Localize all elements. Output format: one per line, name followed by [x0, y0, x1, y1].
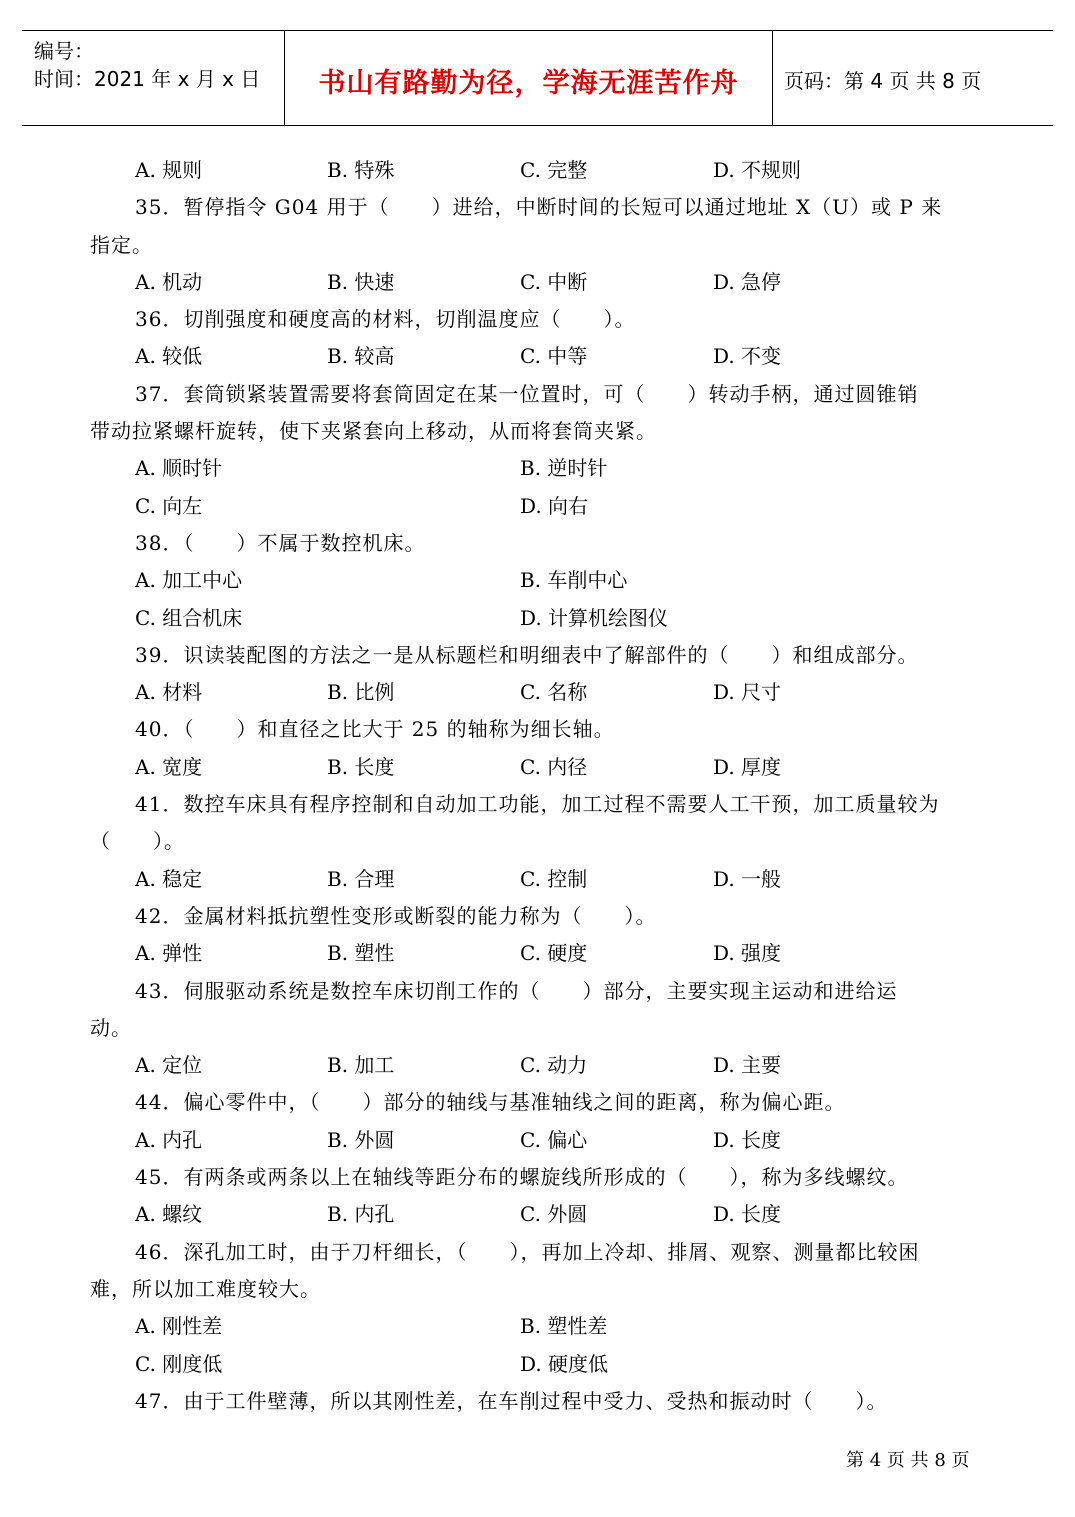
time-label: 时间：2021 年 x 月 x 日 — [34, 67, 261, 91]
option-c: C. 内径 — [520, 754, 588, 779]
option-c: C. 名称 — [520, 680, 588, 705]
options-row — [90, 338, 987, 375]
option-a: A. 宽度 — [135, 754, 203, 779]
option-c: C. 中等 — [520, 344, 588, 369]
option-c: C. 向左 — [135, 493, 203, 518]
option-c: C. 动力 — [520, 1053, 588, 1078]
question-39: 39．识读装配图的方法之一是从标题栏和明细表中了解部件的（ ）和组成部分。 — [135, 642, 919, 667]
question-40: 40．（ ）和直径之比大于 25 的轴称为细长轴。 — [135, 717, 615, 742]
option-a: A. 定位 — [135, 1053, 203, 1078]
question-35: 35．暂停指令 G04 用于（ ）进给，中断时间的长短可以通过地址 X（U）或 P 来 — [135, 195, 943, 220]
option-d: D. 不变 — [713, 344, 782, 369]
question-41-cont: （ ）。 — [90, 829, 185, 854]
option-d: D. 计算机绘图仪 — [520, 605, 669, 630]
option-c: C. 硬度 — [520, 941, 588, 966]
options-row — [90, 749, 987, 786]
number-label: 编号： — [34, 39, 94, 63]
options-row — [90, 861, 987, 898]
question-46-cont: 难，所以加工难度较大。 — [90, 1276, 321, 1301]
header-left-cell — [22, 31, 284, 125]
option-d: D. 强度 — [713, 941, 782, 966]
question-43-cont: 动。 — [90, 1015, 132, 1040]
option-b: B. 塑性 — [327, 941, 395, 966]
question-46: 46．深孔加工时，由于刀杆细长，（ ），再加上冷却、排屑、观察、测量都比较困 — [135, 1239, 920, 1264]
option-d: D. 不规则 — [713, 158, 802, 182]
question-41: 41．数控车床具有程序控制和自动加工功能，加工过程不需要人工干预，加工质量较为 — [135, 792, 940, 817]
option-b: B. 较高 — [327, 344, 395, 369]
options-row — [90, 1047, 987, 1084]
option-d: D. 主要 — [713, 1053, 782, 1078]
options-row — [90, 1196, 987, 1233]
question-47: 47．由于工件壁薄，所以其刚性差，在车削过程中受力、受热和振动时（ ）。 — [135, 1388, 888, 1413]
question-43: 43．伺服驱动系统是数控车床切削工作的（ ）部分，主要实现主运动和进给运 — [135, 978, 898, 1003]
option-a: A. 材料 — [135, 680, 203, 705]
option-a: A. 弹性 — [135, 941, 203, 966]
option-c: C. 外圆 — [520, 1202, 588, 1227]
question-37: 37．套筒锁紧装置需要将套筒固定在某一位置时，可（ ）转动手柄，通过圆锥销 — [135, 381, 919, 406]
question-35-cont: 指定。 — [90, 232, 153, 257]
option-a: A. 较低 — [135, 344, 203, 369]
option-b: B. 外圆 — [327, 1127, 395, 1152]
question-42: 42．金属材料抵抗塑性变形或断裂的能力称为（ ）。 — [135, 903, 657, 928]
options-row — [90, 562, 987, 599]
option-c: C. 控制 — [520, 866, 588, 891]
motto-text: 书山有路勤为径，学海无涯苦作舟 — [318, 68, 739, 99]
options-row — [90, 1346, 987, 1383]
option-b: B. 特殊 — [327, 158, 395, 182]
option-b: B. 加工 — [327, 1053, 395, 1078]
options-row — [90, 1308, 987, 1345]
page-label: 页码：第 4 页 共 8 页 — [784, 69, 982, 93]
option-c: C. 中断 — [520, 269, 588, 294]
option-d: D. 厚度 — [713, 754, 782, 779]
header-right-cell — [772, 31, 1053, 125]
option-a: A. 刚性差 — [135, 1314, 223, 1339]
option-d: D. 一般 — [713, 866, 782, 891]
option-c: C. 偏心 — [520, 1127, 588, 1152]
option-a: A. 规则 — [135, 158, 203, 182]
header-motto-cell — [284, 31, 773, 125]
option-b: B. 合理 — [327, 866, 395, 891]
option-a: A. 加工中心 — [135, 568, 243, 593]
option-a: A. 稳定 — [135, 866, 203, 891]
option-d: D. 急停 — [713, 269, 782, 294]
question-44: 44．偏心零件中，（ ）部分的轴线与基准轴线之间的距离，称为偏心距。 — [135, 1090, 846, 1115]
options-row — [90, 1122, 987, 1159]
option-b: B. 长度 — [327, 754, 395, 779]
options-row — [90, 152, 987, 189]
question-36: 36．切削强度和硬度高的材料，切削温度应（ ）。 — [135, 307, 636, 332]
page-footer: 第 4 页 共 8 页 — [846, 1450, 970, 1471]
option-a: A. 机动 — [135, 269, 203, 294]
option-b: B. 内孔 — [327, 1202, 395, 1227]
option-a: A. 内孔 — [135, 1127, 203, 1152]
question-37-cont: 带动拉紧螺杆旋转，使下夹紧套向上移动，从而将套筒夹紧。 — [90, 419, 657, 444]
options-row — [90, 450, 987, 487]
option-c: C. 刚度低 — [135, 1351, 223, 1376]
options-row — [90, 264, 987, 301]
option-c: C. 组合机床 — [135, 605, 243, 630]
options-row — [90, 674, 987, 711]
question-body — [90, 152, 987, 1420]
options-row — [90, 488, 987, 525]
page-header — [22, 30, 1053, 126]
question-38: 38．（ ）不属于数控机床。 — [135, 530, 426, 555]
option-b: B. 逆时针 — [520, 456, 608, 481]
option-a: A. 顺时针 — [135, 456, 223, 481]
option-d: D. 长度 — [713, 1202, 782, 1227]
option-b: B. 快速 — [327, 269, 395, 294]
option-b: B. 比例 — [327, 680, 395, 705]
option-a: A. 螺纹 — [135, 1202, 203, 1227]
option-d: D. 向右 — [520, 493, 589, 518]
option-b: B. 车削中心 — [520, 568, 628, 593]
option-d: D. 长度 — [713, 1127, 782, 1152]
options-row — [90, 600, 987, 637]
option-d: D. 硬度低 — [520, 1351, 609, 1376]
options-row — [90, 935, 987, 972]
question-45: 45．有两条或两条以上在轴线等距分布的螺旋线所形成的（ ），称为多线螺纹。 — [135, 1165, 909, 1190]
option-b: B. 塑性差 — [520, 1314, 608, 1339]
option-d: D. 尺寸 — [713, 680, 782, 705]
option-c: C. 完整 — [520, 158, 588, 182]
